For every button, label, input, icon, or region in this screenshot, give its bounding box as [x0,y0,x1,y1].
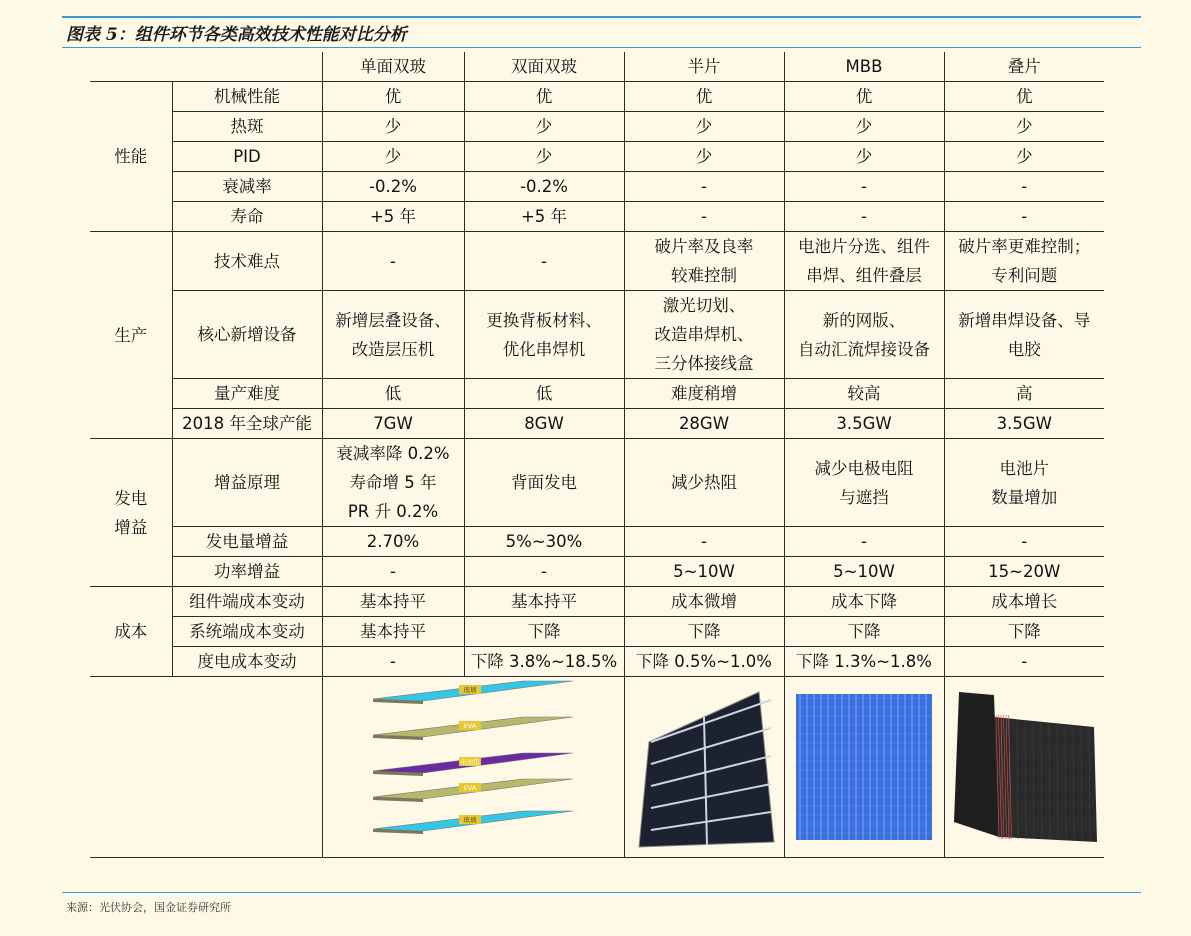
cell-line: 单面双玻 [360,57,426,76]
table-row [90,557,1104,587]
cell-line: - [390,251,396,271]
table-cell [624,202,784,232]
table-cell [944,232,1104,291]
cell-line: -0.2% [520,177,568,196]
half-cell-illustration [624,677,784,858]
table-row [90,202,1104,232]
cell-line: - [1021,207,1028,226]
layer-glass_bottom [373,811,573,834]
cell-line: 技术难点 [214,251,280,271]
row-label [172,587,322,617]
cell-line: - [861,532,867,551]
table-cell [464,142,624,172]
table-cell [944,82,1104,112]
table-cell [624,172,784,202]
cell-line: - [541,562,547,581]
cell-line: 双面双玻 [511,57,577,76]
table-cell [322,527,464,557]
table-cell [464,409,624,439]
layer-label: 玻璃 [463,686,477,694]
cell-line: 优化串焊机 [502,339,586,359]
cell-line: 发电 [114,488,148,508]
cell-line: - [541,251,547,271]
layer-label: 电池组 [460,758,480,766]
table-cell [464,291,624,379]
table-row [90,232,1104,291]
table-cell [944,172,1104,202]
cell-line: 少 [695,117,713,136]
cell-line: - [1021,177,1028,196]
cell-line: - [1021,532,1028,551]
cell-line: PID [233,147,261,166]
row-label [172,439,322,527]
table-cell [944,142,1104,172]
cell-line: 衰减率 [222,177,272,196]
cell-line: - [861,207,867,226]
cell-line: 2.70% [366,532,420,551]
table-cell [322,142,464,172]
caption-rule [62,47,1141,48]
cell-line: 新增串焊设备、导 [958,310,1091,330]
table-cell [944,379,1104,409]
table-cell [944,617,1104,647]
table-cell [464,587,624,617]
table-cell [322,557,464,587]
cell-line: 2018 年全球产能 [182,414,312,433]
illustration-blank [90,677,322,858]
cell-line: 新的网版、 [822,310,906,330]
row-label [172,617,322,647]
cell-line: 3.5GW [996,414,1052,433]
cell-line: 功率增益 [214,562,280,581]
cell-line: 自动汇流焊接设备 [798,339,930,359]
cell-line: 生产 [114,325,148,345]
cell-line: 少 [855,147,873,166]
cell-line: 发电量增益 [205,532,289,551]
cell-line: +5 年 [520,207,568,226]
cell-line: 少 [535,117,553,136]
cell-line: 5~10W [833,562,895,581]
cell-line: - [1021,652,1028,671]
row-label [172,172,322,202]
cell-line: 减少热阻 [671,473,737,492]
cell-line: 少 [384,117,402,136]
cell-line: 专利问题 [991,266,1058,285]
mbb-cell-image [794,692,934,842]
table-cell [464,202,624,232]
cell-line: 28GW [678,414,730,433]
figure-caption: 图表 5：组件环节各类高效技术性能对比分析 [66,25,407,45]
cell-line: 少 [384,147,402,166]
group-label [90,587,172,677]
cell-line: 优 [384,87,402,106]
cell-line: 叠片 [1007,57,1041,76]
row-label [172,527,322,557]
cell-line: - [701,532,707,551]
cell-line: 下降 1.3%~1.8% [796,652,932,671]
cell-line: 数量增加 [991,487,1058,507]
source-note: 来源：光伏协会，国金证券研究所 [66,901,231,914]
table-cell [944,557,1104,587]
table-cell [464,172,624,202]
cell-line: 难度稍增 [671,384,737,403]
layer-label: 玻璃 [463,816,477,824]
table-cell [464,232,624,291]
table-row [90,587,1104,617]
illustration-row [90,677,1104,858]
table-cell [464,112,624,142]
cell-line: 三分体接线盒 [654,354,754,373]
table-cell [322,647,464,677]
table-cell [784,232,944,291]
cell-line: 优 [855,87,873,106]
group-label [90,439,172,587]
table-cell [322,587,464,617]
shingled-illustration [944,677,1104,858]
cell-line: 下降 [1007,622,1041,641]
cell-line: 较高 [847,384,881,403]
table-cell [322,409,464,439]
cell-line: 成本微增 [671,592,737,611]
cell-line: 8GW [524,414,564,433]
row-label [172,557,322,587]
group-label [90,232,172,439]
table-cell [322,232,464,291]
cell-line: 下降 [527,622,561,641]
cell-line: 组件端成本变动 [189,592,305,611]
layer-glass_top [373,681,573,704]
cell-line: 基本持平 [360,622,426,641]
table-cell [784,587,944,617]
layer-stack-diagram [373,677,573,857]
table-row [90,82,1104,112]
table-cell [784,202,944,232]
cell-line: 改造层压机 [351,339,435,359]
table-cell [624,142,784,172]
table-cell [464,647,624,677]
table-cell [944,409,1104,439]
cell-line: 5~10W [673,562,735,581]
table-cell [322,379,464,409]
cell-line: 基本持平 [360,592,426,611]
layer-cell [373,753,573,776]
cell-line: 15~20W [988,562,1061,581]
cell-line: 性能 [114,147,148,166]
row-label [172,291,322,379]
cell-line: - [390,652,396,671]
table-cell [784,439,944,527]
table-cell [464,439,624,527]
table-cell [464,617,624,647]
row-label [172,142,322,172]
row-label [172,409,322,439]
cell-line: 减少电极电阻 [814,458,914,478]
cell-line: 新增层叠设备、 [335,310,451,330]
cell-line: 核心新增设备 [197,325,297,344]
table-cell [944,439,1104,527]
table-row [90,112,1104,142]
column-header [322,52,464,82]
cell-line: 优 [535,87,553,106]
table-cell [784,527,944,557]
bottom-rule [62,892,1141,893]
comparison-table [90,52,1104,858]
cell-line: 少 [1016,147,1033,166]
table-cell [944,291,1104,379]
table-cell [944,587,1104,617]
table-cell [322,82,464,112]
table-cell [624,291,784,379]
table-cell [784,291,944,379]
cell-line: PR 升 0.2% [347,502,439,521]
cell-line: 少 [695,147,713,166]
cell-line: - [390,562,396,581]
cell-line: 背面发电 [511,473,577,492]
column-header [464,52,624,82]
cell-line: 下降 [847,622,881,641]
cell-line: 少 [855,117,873,136]
cell-line: - [701,177,707,196]
table-cell [624,647,784,677]
cell-line: 半片 [687,57,721,76]
cell-line: 优 [1016,87,1033,106]
table-cell [784,557,944,587]
half-cell-module-image [629,682,779,852]
cell-line: 3.5GW [836,414,892,433]
cell-line: 低 [535,384,553,403]
table-cell [624,439,784,527]
table-cell [944,202,1104,232]
cell-line: 成本增长 [991,592,1058,611]
cell-line: 更换背板材料、 [486,310,602,330]
cell-line: 下降 3.8%~18.5% [470,652,618,671]
column-header [944,52,1104,82]
cell-line: 寿命 [230,207,264,226]
table-cell [624,617,784,647]
table-cell [784,112,944,142]
table-cell [322,202,464,232]
row-label [172,232,322,291]
cell-line: -0.2% [369,177,417,196]
cell-line: 破片率更难控制； [958,237,1091,256]
cell-line: 优 [695,87,713,106]
cell-line: 与遮挡 [839,487,889,507]
table-row [90,291,1104,379]
cell-line: 5%~30% [505,532,583,551]
table-cell [464,557,624,587]
table-cell [944,112,1104,142]
cell-line: 串焊、组件叠层 [806,266,922,285]
cell-line: 改造串焊机、 [654,325,754,344]
table-cell [624,527,784,557]
cell-line: 量产难度 [214,384,280,403]
cell-line: 较难控制 [671,266,737,285]
cell-line: - [701,207,707,226]
table-cell [464,379,624,409]
table-row [90,647,1104,677]
cell-line: 寿命增 5 年 [349,473,437,492]
cell-line: 破片率及良率 [654,237,754,256]
table-row [90,409,1104,439]
cell-line: +5 年 [369,207,417,226]
cell-line: 下降 [687,622,721,641]
cell-line: 高 [1016,384,1033,403]
cell-line: 7GW [373,414,413,433]
cell-line: MBB [845,57,883,76]
cell-line: 机械性能 [214,87,280,106]
row-label [172,379,322,409]
cell-line: - [861,177,867,196]
cell-line: 成本 [114,622,148,641]
table-row [90,439,1104,527]
table-row [90,172,1104,202]
cell-line: 电池片 [999,458,1049,478]
cell-line: 系统端成本变动 [189,622,305,641]
table-cell [784,142,944,172]
table-row [90,379,1104,409]
shingled-module-image [949,687,1099,847]
table-cell [624,587,784,617]
cell-line: 电胶 [1007,339,1041,359]
header-row [90,52,1104,82]
row-label [172,82,322,112]
top-rule [62,16,1141,18]
cell-line: 度电成本变动 [197,652,297,671]
table-cell [322,617,464,647]
table-cell [784,647,944,677]
table-cell [624,112,784,142]
cell-line: 增益 [114,517,148,537]
layer-eva_bottom [373,779,573,802]
cell-line: 基本持平 [511,592,577,611]
table-cell [944,527,1104,557]
header-blank [90,52,322,82]
layer-stack-illustration [322,677,624,858]
layer-label: EVA [463,784,477,792]
row-label [172,202,322,232]
cell-line: 成本下降 [831,592,897,611]
table-row [90,142,1104,172]
table-cell [322,172,464,202]
table-cell [624,379,784,409]
cell-line: 增益原理 [214,473,280,492]
group-label [90,82,172,232]
table-cell [784,409,944,439]
layer-label: EVA [463,722,477,730]
cell-line: 低 [384,384,402,403]
table-cell [944,647,1104,677]
table-cell [322,291,464,379]
column-header [624,52,784,82]
table-cell [624,82,784,112]
table-cell [784,379,944,409]
row-label [172,647,322,677]
table-cell [624,232,784,291]
table-row [90,527,1104,557]
mbb-illustration [784,677,944,858]
table-row [90,617,1104,647]
cell-line: 热斑 [230,117,264,136]
table-cell [464,527,624,557]
cell-line: 少 [1016,117,1033,136]
table-cell [322,439,464,527]
cell-line: 激光切划、 [662,296,746,315]
table-cell [784,172,944,202]
cell-line: 下降 0.5%~1.0% [636,652,772,671]
table-cell [624,409,784,439]
table-cell [784,617,944,647]
table-cell [464,82,624,112]
row-label [172,112,322,142]
table-cell [784,82,944,112]
table-cell [624,557,784,587]
table-cell [322,112,464,142]
cell-line: 衰减率降 0.2% [336,444,450,463]
cell-line: 少 [535,147,553,166]
column-header [784,52,944,82]
layer-eva_top [373,717,573,740]
cell-line: 电池片分选、组件 [798,237,930,256]
